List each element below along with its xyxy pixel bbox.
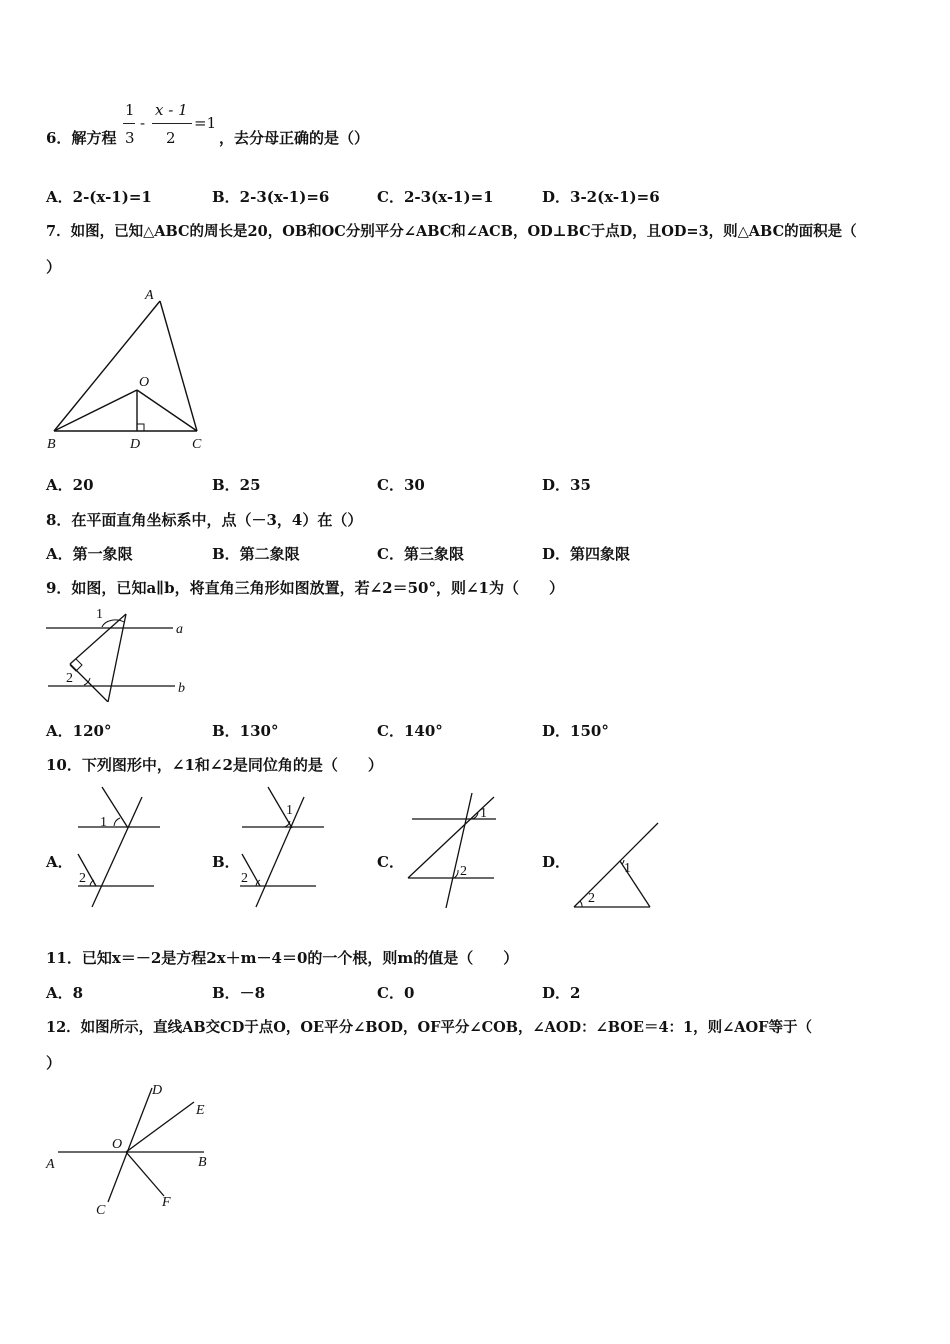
q12-ray-oe [126,1102,194,1152]
q11-option-b[interactable]: B．－8 [212,984,266,1002]
q9-option-c[interactable]: C．140° [377,722,443,740]
svg-text:1: 1 [100,815,107,830]
q9-stem: 9．如图，已知a∥b，将直角三角形如图放置，若∠2＝50°，则∠1为（ ） [46,579,564,597]
q6-frac2-den: 2 [166,129,176,147]
q8-option-d[interactable]: D．第四象限 [542,545,631,563]
q6-option-d[interactable]: D．3-2(x-1)=6 [542,188,660,206]
q10-stem: 10．下列图形中，∠1和∠2是同位角的是（ ） [46,756,383,774]
q6-equals: =1 [194,114,217,132]
q7-label-b: B [47,437,56,452]
q12-label-f: F [162,1195,171,1210]
q7-line-ob [54,390,137,431]
q7-line-ac [160,301,197,431]
q10-option-d[interactable]: D． [542,853,571,871]
q9-label-2: 2 [66,671,73,686]
q12-label-o: O [112,1137,123,1152]
q6-frac2-bar [152,123,192,124]
svg-text:1: 1 [286,803,293,818]
q10-figure-b [236,782,336,912]
q12-stem: 12．如图所示，直线AB交CD于点O，OE平分∠BOD，OF平分∠COB，∠AOD：∠BOE＝4：1，则∠AOF等于（ [46,1019,812,1036]
svg-text:1: 1 [480,806,487,821]
q9-option-a[interactable]: A．120° [46,722,112,740]
q12-label-b: B [198,1155,207,1170]
q6-stem: 6．解方程 [46,129,117,147]
q9-label-a: a [176,622,183,637]
q8-stem: 8．在平面直角坐标系中，点（－3，4）在（） [46,511,363,529]
q7-option-b[interactable]: B．25 [212,476,261,494]
q7-label-a: A [145,288,154,303]
svg-text:2: 2 [588,891,595,906]
q6-frac2-num: x - 1 [155,101,188,119]
q10-figure-d [568,818,668,914]
q6-minus: - [140,114,146,132]
q7-stem: 7．如图，已知△ABC的周长是20，OB和OC分别平分∠ABC和∠ACB，OD⊥BC于点D，且OD=3，则△ABC的面积是（ [46,223,857,240]
q7-label-o: O [139,375,150,390]
q12-label-c: C [96,1203,106,1218]
q6-option-c[interactable]: C．2-3(x-1)=1 [377,188,494,206]
q9-parallel-figure [40,602,200,702]
q6-tail: ，去分母正确的是（） [219,129,370,147]
q7-line-oc [137,390,197,431]
svg-text:2: 2 [241,871,248,886]
q7-triangle-figure [40,282,215,454]
q7-stem-cont: ） [46,258,62,276]
q12-stem-cont: ） [46,1054,62,1072]
q7-option-a[interactable]: A．20 [46,476,94,494]
q8-option-b[interactable]: B．第二象限 [212,545,300,563]
q11-option-a[interactable]: A．8 [46,984,84,1002]
q7-option-d[interactable]: D．35 [542,476,591,494]
svg-text:1: 1 [624,861,631,876]
q10-option-b[interactable]: B． [212,853,240,871]
q6-frac1-den: 3 [125,129,135,147]
q12-label-a: A [46,1157,55,1172]
q6-frac1-num: 1 [125,101,135,119]
q11-option-c[interactable]: C．0 [377,984,415,1002]
q12-lines-figure [40,1078,220,1220]
svg-text:2: 2 [79,871,86,886]
q10-figure-c [402,788,512,913]
q9-option-b[interactable]: B．130° [212,722,279,740]
q11-stem: 11．已知x＝－2是方程2x＋m－4＝0的一个根，则m的值是（ ） [46,949,519,967]
q12-label-e: E [196,1103,205,1118]
q7-line-ab [54,301,160,431]
q12-ray-of [126,1152,164,1196]
q8-option-c[interactable]: C．第三象限 [377,545,464,563]
q9-label-b: b [178,681,185,696]
q7-label-d: D [130,437,141,452]
q6-option-a[interactable]: A．2-(x-1)=1 [46,188,152,206]
q12-label-d: D [152,1083,163,1098]
q9-option-d[interactable]: D．150° [542,722,609,740]
q10-option-a[interactable]: A． [46,853,73,871]
q7-option-c[interactable]: C．30 [377,476,425,494]
q9-label-1: 1 [96,607,103,622]
q8-option-a[interactable]: A．第一象限 [46,545,133,563]
q11-option-d[interactable]: D．2 [542,984,581,1002]
q9-triangle-side-3 [70,664,108,702]
svg-text:2: 2 [460,864,467,879]
q6-frac1-bar [123,123,135,124]
q10-option-c[interactable]: C． [377,853,404,871]
q7-right-angle-mark [137,424,144,431]
q7-label-c: C [192,437,202,452]
q10-figure-a [70,782,170,912]
q6-option-b[interactable]: B．2-3(x-1)=6 [212,188,330,206]
